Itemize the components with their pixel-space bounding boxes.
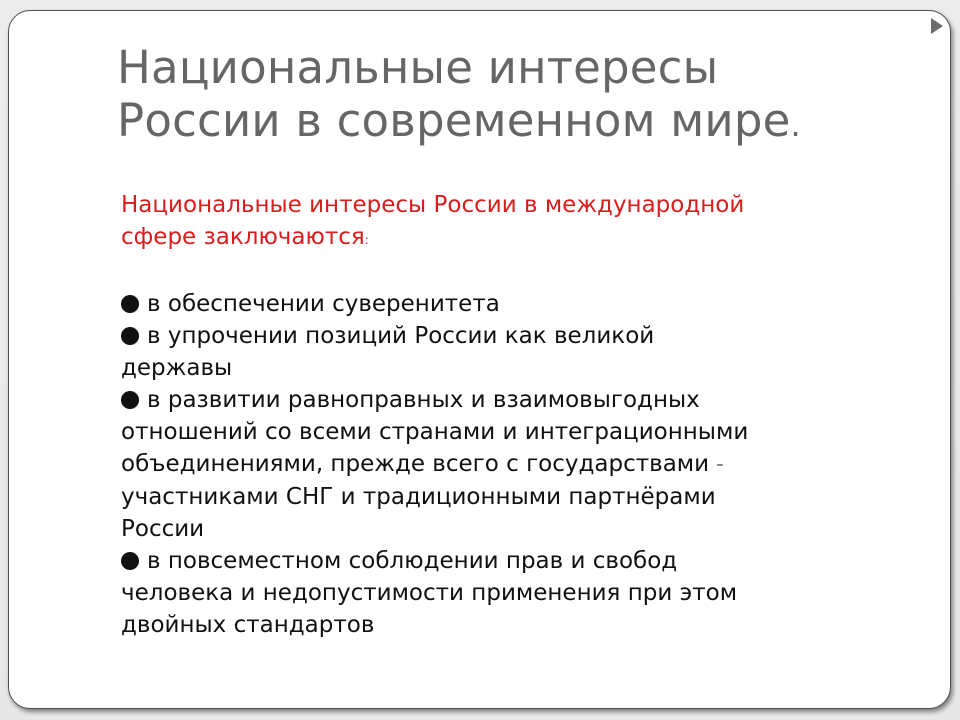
list-item-line: державы	[121, 355, 233, 381]
title-line-2-text: России в современном мире	[117, 94, 791, 147]
lead-line-1: Национальные интересы России в международной	[121, 192, 745, 218]
lead-line-2: сфере заключаются	[121, 224, 365, 250]
list-item-line: объединениями, прежде всего с государствами	[121, 451, 710, 477]
list-item-line: в обеспечении суверенитета	[147, 291, 500, 317]
list-item-line: отношений со всеми странами и интеграционными	[121, 419, 749, 445]
list-item-line: в повсеместном соблюдении прав и свобод	[147, 548, 678, 574]
list-item	[121, 384, 856, 545]
title-line-1: Национальные интересы	[117, 41, 719, 94]
title-line-2	[117, 94, 877, 152]
list-item	[121, 288, 856, 320]
filled-circle-icon	[121, 391, 139, 409]
list-dash: –	[716, 457, 724, 473]
list-item	[121, 320, 856, 384]
lead-colon: :	[364, 233, 369, 247]
filled-circle-icon	[121, 552, 139, 570]
list-item	[121, 545, 856, 641]
filled-circle-icon	[121, 327, 139, 345]
filled-circle-icon	[121, 295, 139, 313]
list-item-line: двойных стандартов	[121, 612, 375, 638]
title-period: .	[790, 106, 801, 144]
slide-title	[117, 41, 877, 152]
slide-card	[8, 10, 951, 709]
content-spacer	[121, 256, 856, 288]
list-item-line: в развитии равноправных и взаимовыгодных	[147, 387, 700, 413]
triangle-right-icon	[931, 18, 943, 34]
slide-content	[121, 189, 856, 641]
list-item-line: в упрочении позиций России как великой	[147, 323, 655, 349]
interests-list	[121, 288, 856, 641]
list-item-line: участниками СНГ и традиционными партнёрами	[121, 484, 716, 510]
list-item-line: России	[121, 516, 205, 542]
lead-paragraph	[121, 189, 856, 256]
list-item-line: человека и недопустимости применения при этом	[121, 580, 738, 606]
